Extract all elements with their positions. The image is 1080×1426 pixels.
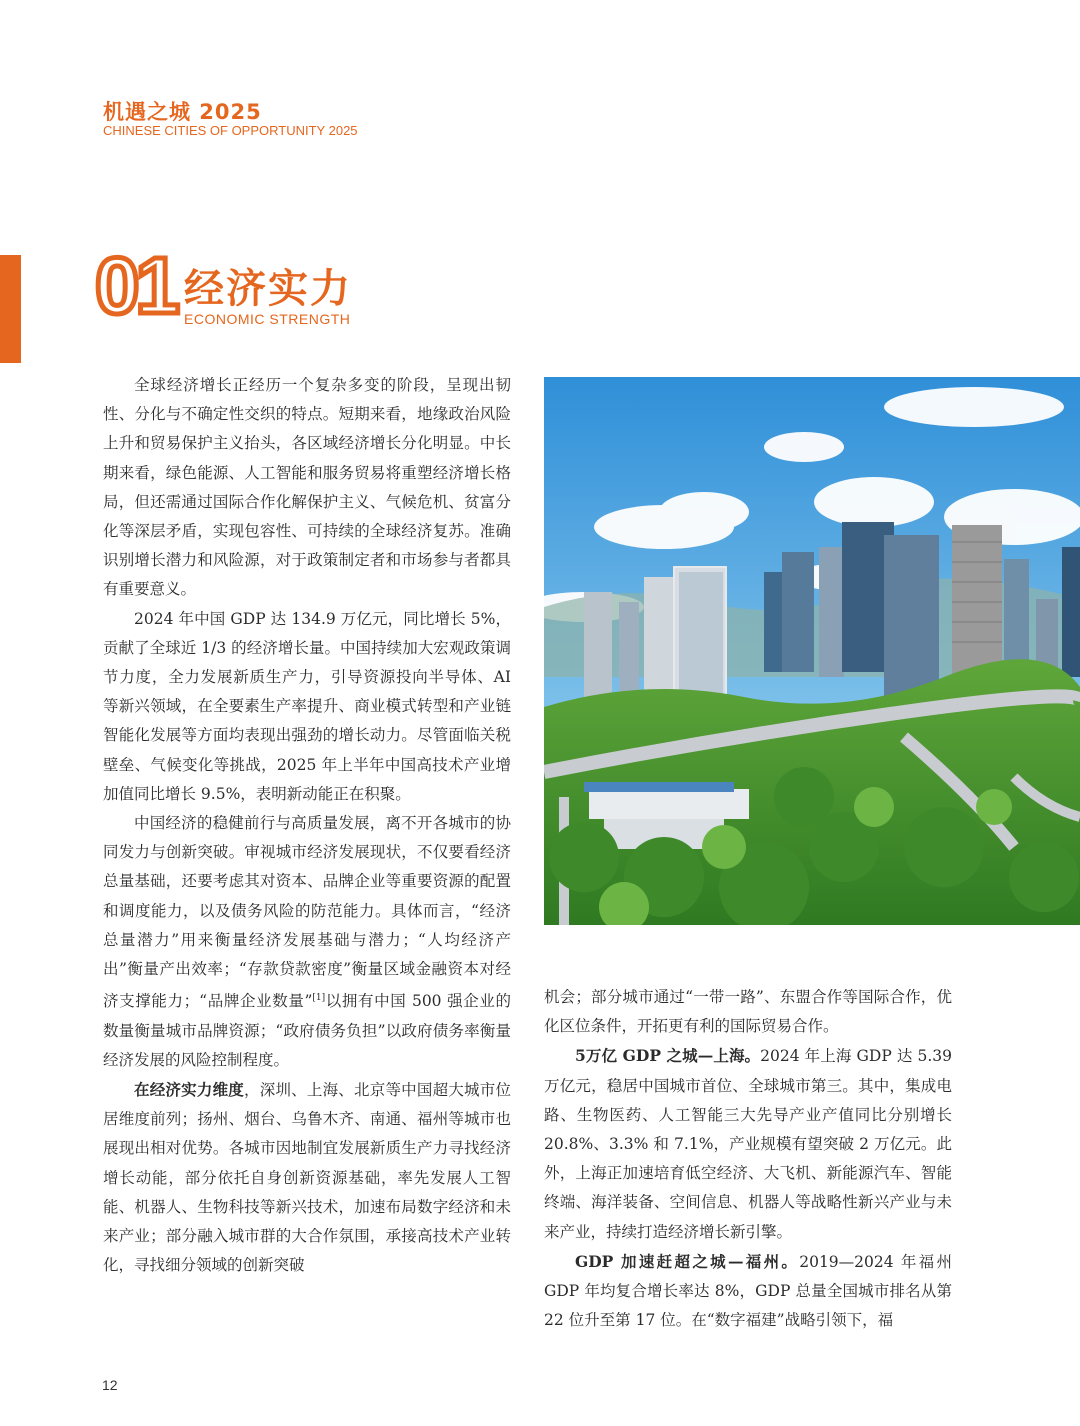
- paragraph-text: 2019—2024 年福州 GDP 年均复合增长率达 8%，GDP 总量全国城市排名从第 22 位升至第 17 位。在“数字福建”战略引领下，福: [544, 1252, 952, 1330]
- footnote-ref[interactable]: [1]: [312, 993, 326, 1004]
- section-marker-bar: [0, 255, 21, 363]
- paragraph-text: 以拥有中国 500 强企业的数量衡量城市品牌资源；“政府债务负担”以政府债务率衡量经济发展的风险控制程度。: [103, 992, 511, 1069]
- paragraph: [103, 809, 511, 1075]
- lead-in-bold: 在经济实力维度: [134, 1080, 245, 1100]
- lead-in-bold: GDP 加速赶超之城—福州。: [575, 1251, 800, 1271]
- paragraph: 2024 年中国 GDP 达 134.9 万亿元，同比增长 5%，贡献了全球近 1/3 的经济增长量。中国持续加大宏观政策调节力度，全力发展新质生产力，引导资源投向半导体、AI 等新兴领域，在全要素生产率提升、商业模式转型和产业链智能化发展等方面均表现出强劲的增长动力。尽管面临关税壁垒、气候变化等挑战，2025 年上半年中国高技术产业增加值同比增长 9.5%，表明新动能正在积聚。: [103, 609, 511, 803]
- header-title-en: CHINESE CITIES OF OPPORTUNITY 2025: [103, 123, 358, 138]
- paragraph: 机会；部分城市通过“一带一路”、东盟合作等国际合作，优化区位条件，开拓更有利的国际贸易合作。: [544, 988, 952, 1036]
- paragraph: [544, 1041, 952, 1246]
- paragraph-text: 中国经济的稳健前行与高质量发展，离不开各城市的协同发力与创新突破。审视城市经济发展现状，不仅要看经济总量基础，还要考虑其对资本、品牌企业等重要资源的配置和调度能力，以及债务风险的防范能力。具体而言，“经济总量潜力”用来衡量经济发展基础与潜力；“人均经济产出”衡量产出效率；“存款贷款密度”衡量区域金融资本对经济支撑能力；“品牌企业数量”: [103, 814, 511, 1011]
- paragraph-text: 2024 年上海 GDP 达 5.39 万亿元，稳居中国城市首位、全球城市第三。其中，集成电路、生物医药、人工智能三大先导产业产值同比分别增长 20.8%、3.3% 和 7.1%，产业规模有望突破 2 万亿元。此外，上海正加速培育低空经济、大飞机、新能源汽车、智能终端、海洋装备、空间信息、机器人等战略性新兴产业与未来产业，持续打造经济增长新引擎。: [544, 1047, 952, 1241]
- paragraph-text: ，深圳、上海、北京等中国超大城市位居维度前列；扬州、烟台、乌鲁木齐、南通、福州等城市也展现出相对优势。各城市因地制宜发展新质生产力寻找经济增长动能，部分依托自身创新资源基础，率先发展人工智能、机器人、生物科技等新兴技术，加速布局数字经济和未来产业；部分融入城市群的大合作氛围，承接高技术产业转化，寻找细分领域的创新突破: [103, 1081, 511, 1275]
- paragraph: 全球经济增长正经历一个复杂多变的阶段，呈现出韧性、分化与不确定性交织的特点。短期来看，地缘政治风险上升和贸易保护主义抬头，各区域经济增长分化明显。中长期来看，绿色能源、人工智能和服务贸易将重塑经济增长格局，但还需通过国际合作化解保护主义、气候危机、贫富分化等深层矛盾，实现包容性、可持续的全球经济复苏。准确识别增长潜力和风险源，对于政策制定者和市场参与者都具有重要意义。: [103, 376, 511, 599]
- paragraph: [544, 1247, 952, 1336]
- section-title-cn: 经济实力: [184, 266, 352, 312]
- section-title-en: ECONOMIC STRENGTH: [184, 311, 351, 327]
- section-number: 01: [95, 241, 176, 330]
- paragraph: [103, 1075, 511, 1280]
- city-skyline-photo: [544, 377, 1080, 925]
- left-text-column: [103, 371, 511, 1280]
- page-number: 12: [102, 1377, 118, 1393]
- lead-in-bold: 5万亿 GDP 之城—上海。: [575, 1046, 761, 1066]
- header-title-cn: 机遇之城 2025: [103, 100, 262, 124]
- right-text-column: [544, 983, 952, 1335]
